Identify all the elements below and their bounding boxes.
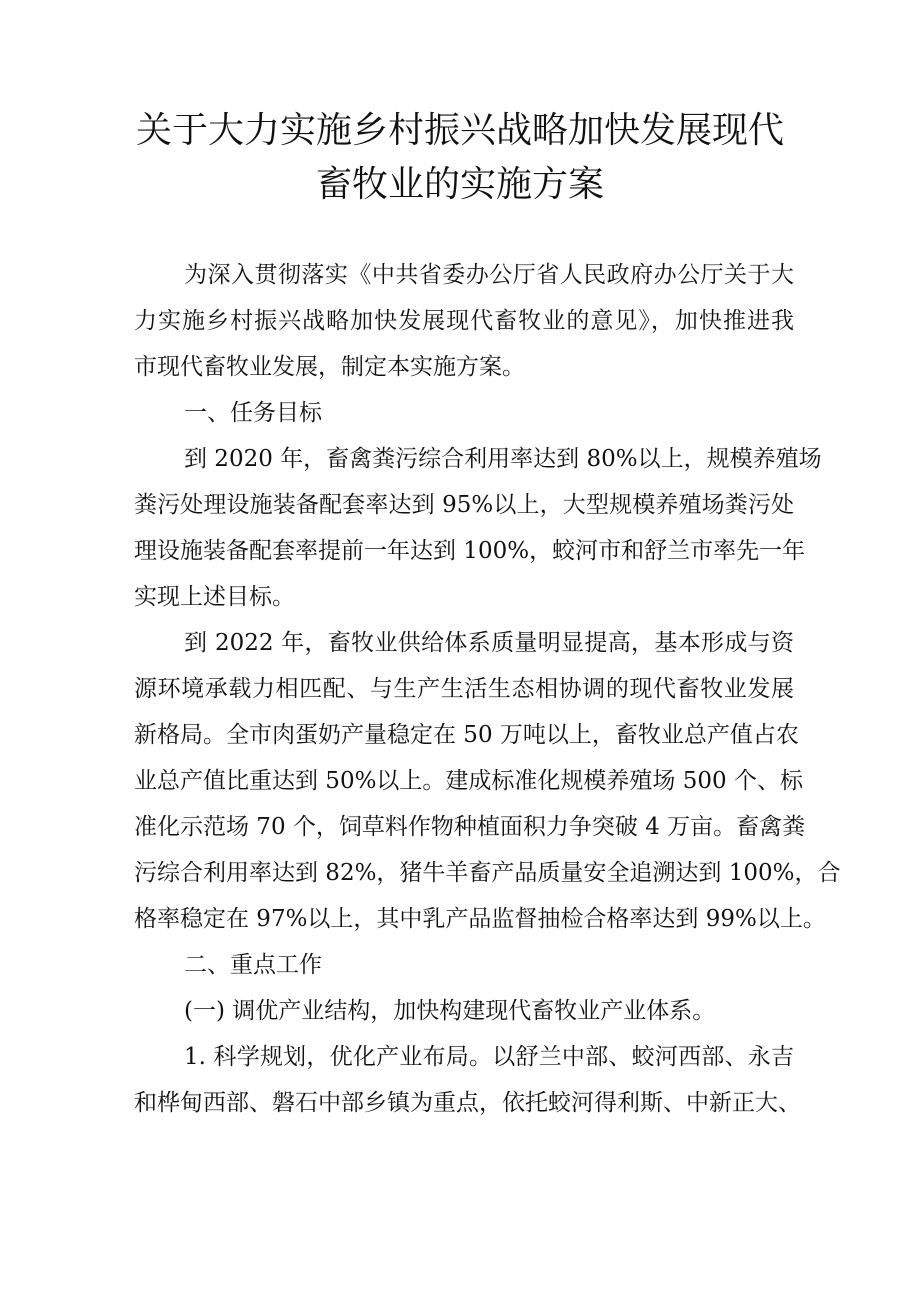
document-body xyxy=(134,252,841,1126)
paragraph-intro-line: 市现代畜牧业发展，制定本实施方案。 xyxy=(134,354,525,380)
paragraph-planning-line: 1. 科学规划，优化产业布局。以舒兰中部、蛟河西部、永吉 xyxy=(184,1044,794,1070)
paragraph-intro-line: 为深入贯彻落实《中共省委办公厅省人民政府办公厅关于大 xyxy=(184,262,794,288)
paragraph-2020-line: 实现上述目标。 xyxy=(134,584,295,610)
paragraph-2022-line: 准化示范场 70 个，饲草料作物种植面积力争突破 4 万亩。畜禽粪 xyxy=(134,814,806,840)
section-heading-goals: 一、任务目标 xyxy=(184,400,322,426)
section-heading-key-work: 二、重点工作 xyxy=(184,952,322,978)
paragraph-2020-line: 粪污处理设施装备配套率达到 95%以上，大型规模养殖场粪污处 xyxy=(134,492,794,518)
paragraph-planning-line: 和桦甸西部、磐石中部乡镇为重点，依托蛟河得利斯、中新正大、 xyxy=(134,1090,801,1116)
paragraph-2020-line: 理设施装备配套率提前一年达到 100%，蛟河市和舒兰市率先一年 xyxy=(134,538,806,564)
paragraph-2020-line: 到 2020 年，畜禽粪污综合利用率达到 80%以上，规模养殖场 xyxy=(184,446,822,472)
subsection-heading-1: (一) 调优产业结构，加快构建现代畜牧业产业体系。 xyxy=(184,998,716,1024)
document-title xyxy=(120,104,800,212)
paragraph-2022-line: 源环境承载力相匹配、与生产生活生态相协调的现代畜牧业发展 xyxy=(134,676,794,702)
paragraph-2022-line: 业总产值比重达到 50%以上。建成标准化规模养殖场 500 个、标 xyxy=(134,768,803,794)
paragraph-2022-line: 新格局。全市肉蛋奶产量稳定在 50 万吨以上，畜牧业总产值占农 xyxy=(134,722,799,748)
paragraph-intro-line: 力实施乡村振兴战略加快发展现代畜牧业的意见》，加快推进我 xyxy=(134,308,794,334)
paragraph-2022-line: 格率稳定在 97%以上，其中乳产品监督抽检合格率达到 99%以上。 xyxy=(134,906,826,932)
paragraph-2022-line: 污综合利用率达到 82%，猪牛羊畜产品质量安全追溯达到 100%，合 xyxy=(134,860,841,886)
title-line-1: 关于大力实施乡村振兴战略加快发展现代 xyxy=(135,110,784,151)
paragraph-2022-line: 到 2022 年，畜牧业供给体系质量明显提高，基本形成与资 xyxy=(184,630,794,656)
title-line-2: 畜牧业的实施方案 xyxy=(315,164,604,205)
